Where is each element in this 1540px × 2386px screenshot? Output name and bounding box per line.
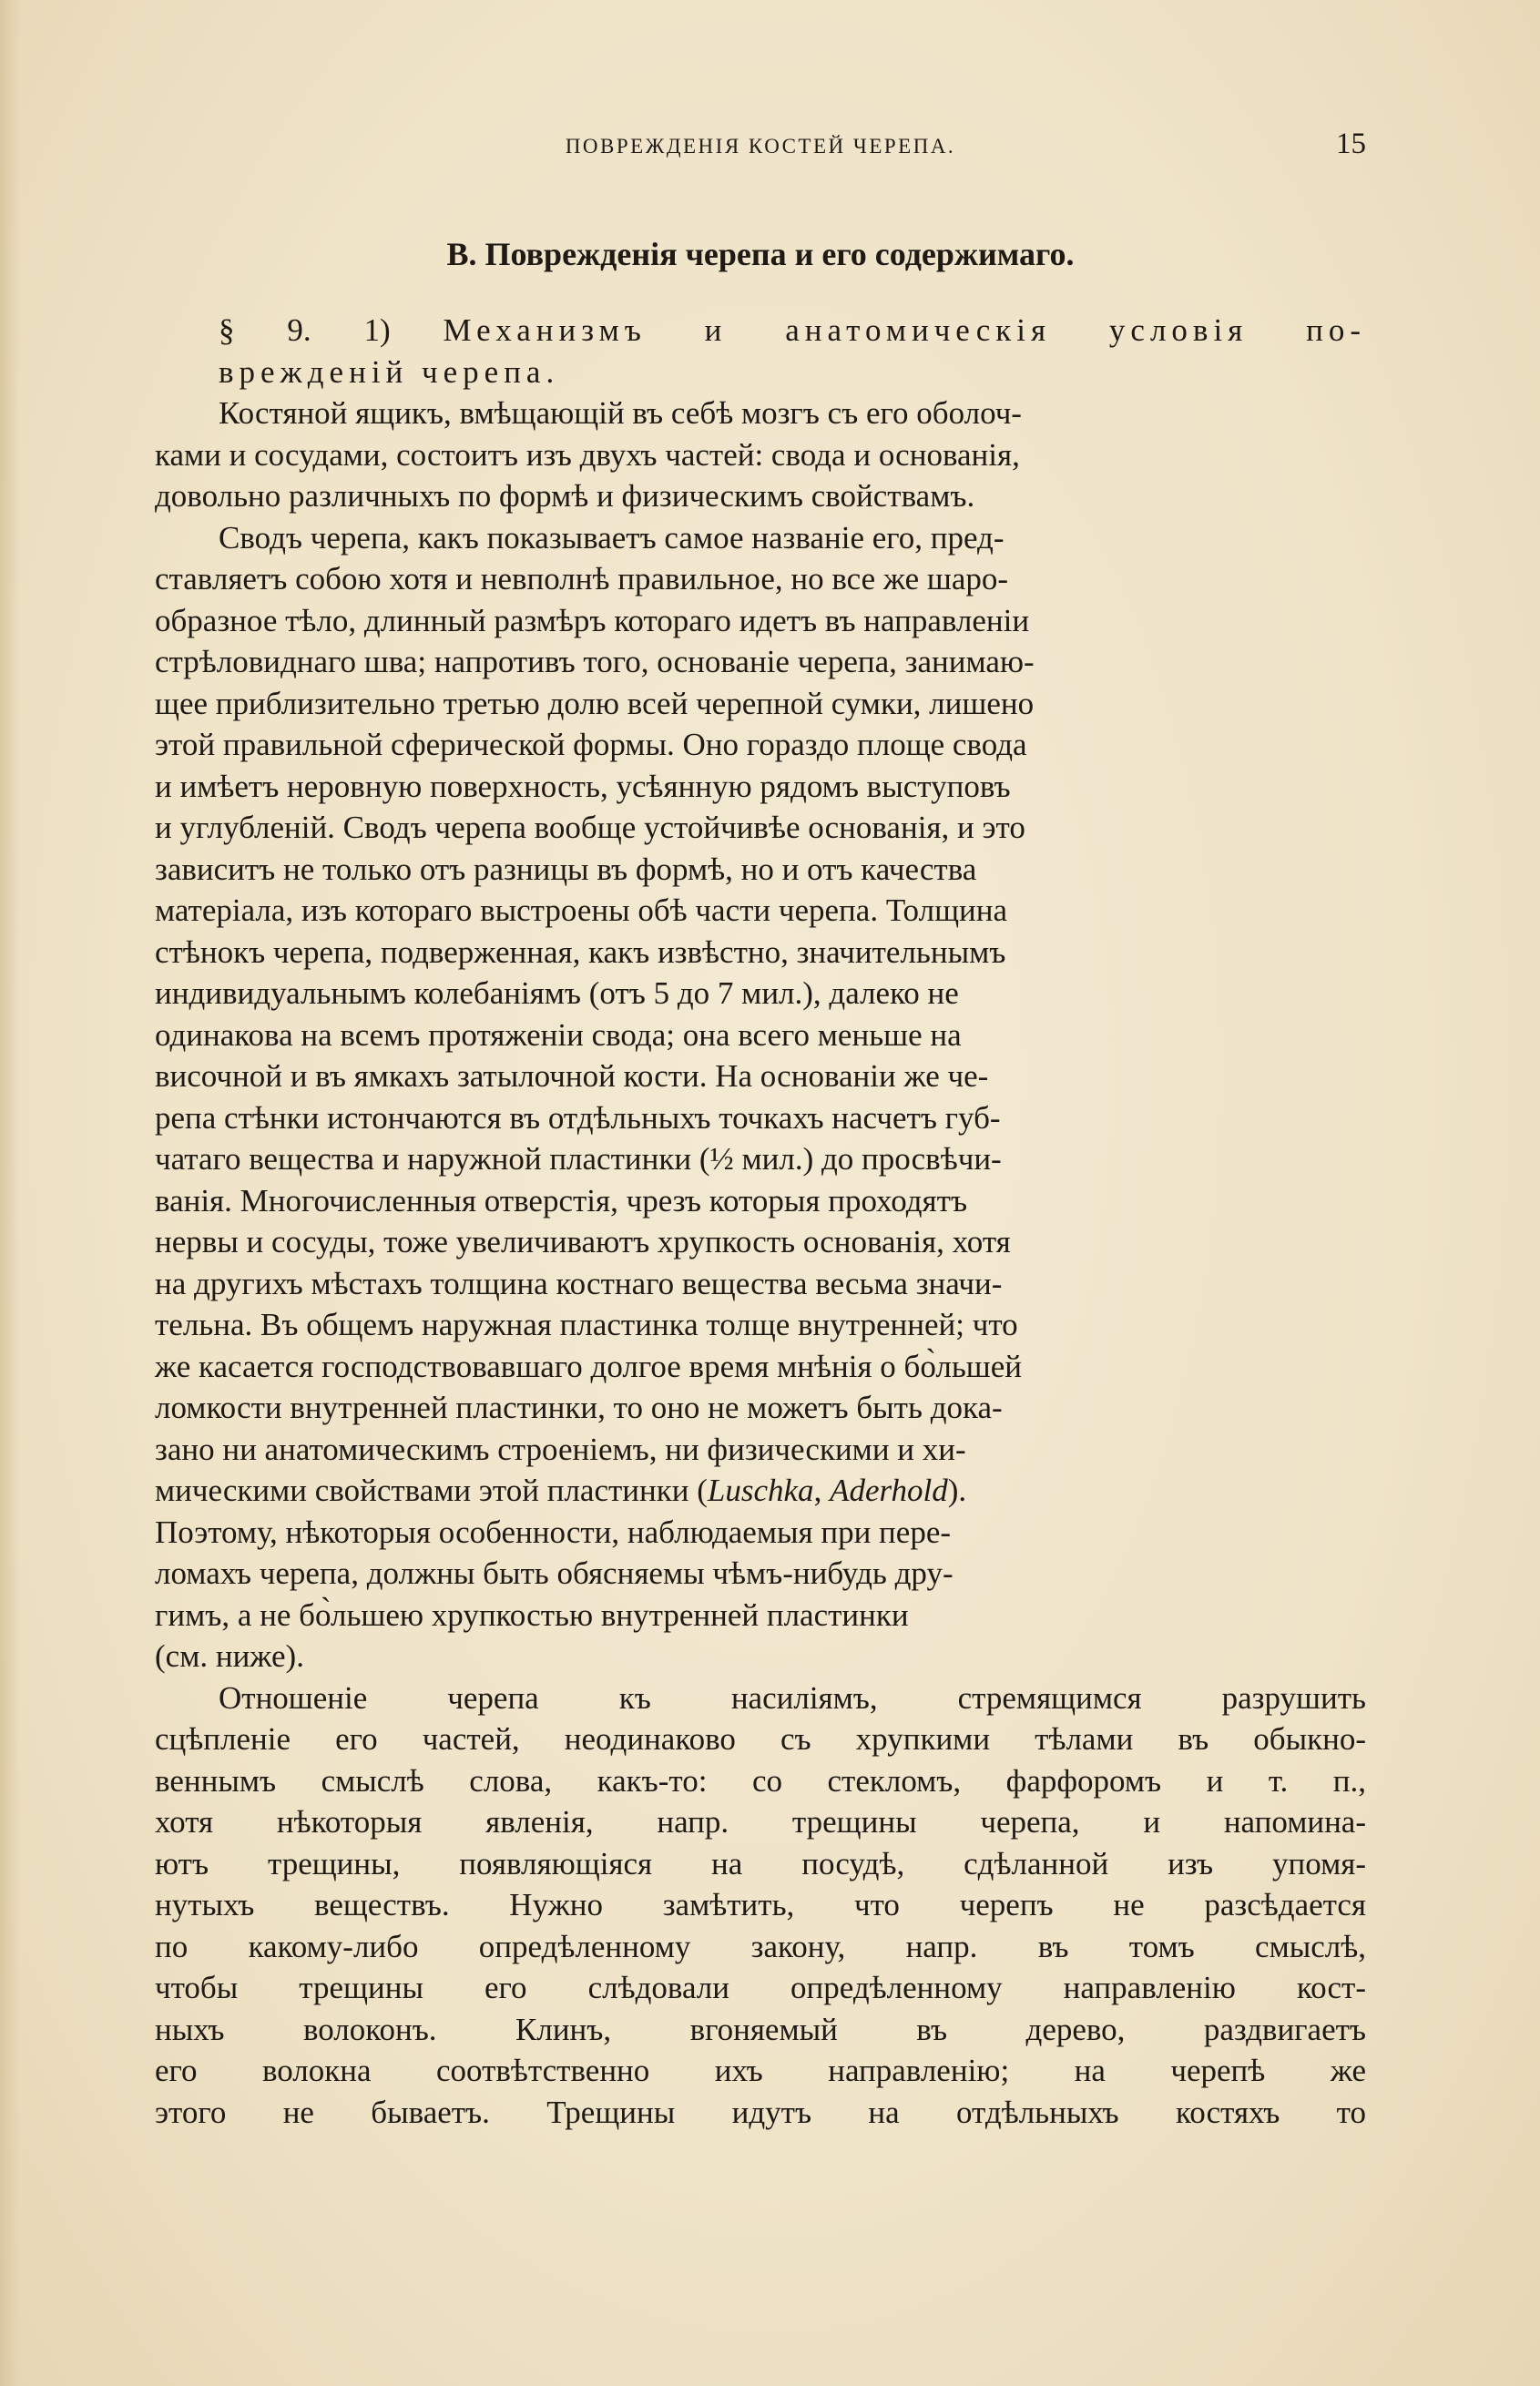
text-line: и имѣетъ неровную поверхность, усѣянную рядомъ выступовъ bbox=[155, 768, 1011, 804]
text-line: нервы и сосуды, тоже увеличиваютъ хрупкость основанія, хотя bbox=[155, 1224, 1011, 1259]
paragraph-text bbox=[155, 393, 1366, 517]
paragraph-1 bbox=[155, 393, 1366, 517]
text-line: сцѣпленіе его частей, неодинаково съ хрупкими тѣлами въ обыкно- bbox=[155, 1721, 1366, 1757]
text-line: зано ни анатомическимъ строеніемъ, ни физическими и хи- bbox=[155, 1431, 966, 1467]
text-line: тельна. Въ общемъ наружная пластинка толще внутренней; что bbox=[155, 1307, 1018, 1342]
text-line: веннымъ смыслѣ слова, какъ-то: со стекломъ, фарфоромъ и т. п., bbox=[155, 1762, 1366, 1799]
text-line: на другихъ мѣстахъ толщина костнаго вещества весьма значи- bbox=[155, 1265, 1003, 1301]
subsection-heading bbox=[155, 310, 1366, 393]
text-line: ванія. Многочисленныя отверстія, чрезъ которыя проходятъ bbox=[155, 1182, 968, 1218]
running-head bbox=[155, 127, 1366, 178]
paragraph-text bbox=[155, 517, 1366, 1677]
text-line: этого не бываетъ. Трещины идутъ на отдѣльныхъ костяхъ то bbox=[155, 2094, 1366, 2130]
text-line: довольно различныхъ по формѣ и физическимъ свойствамъ. bbox=[155, 478, 975, 514]
text-line: ками и сосудами, состоитъ изъ двухъ частей: свода и основанія, bbox=[155, 436, 1020, 473]
text-line: ныхъ волоконъ. Клинъ, вгоняемый въ дерево, раздвигаетъ bbox=[155, 2011, 1366, 2047]
running-head-title: ПОВРЕЖДЕНІЯ КОСТЕЙ ЧЕРЕПА. bbox=[565, 135, 956, 158]
text-line: Поэтому, нѣкоторыя особенности, наблюдаемыя при пере- bbox=[155, 1514, 952, 1550]
text-line: по какому-либо опредѣленному закону, напр. въ томъ смыслѣ, bbox=[155, 1928, 1366, 1964]
subsection-number: § 9. 1) bbox=[219, 312, 391, 348]
text-line: Отношеніе черепа къ насиліямъ, стремящимся разрушить bbox=[219, 1679, 1366, 1716]
page-text-block bbox=[155, 127, 1366, 2133]
author-name-aderhold: Aderhold bbox=[830, 1473, 948, 1508]
text-line: чатаго вещества и наружной пластинки (½ мил.) до просвѣчи- bbox=[155, 1141, 1002, 1177]
text-line: гимъ, а не бо̀льшею хрупкостью внутренней пластинки bbox=[155, 1596, 909, 1633]
text-line: же касается господствовавшаго долгое время мнѣнія о бо̀льшей bbox=[155, 1348, 1023, 1384]
text-line: щее приблизительно третью долю всей черепной сумки, лишено bbox=[155, 685, 1035, 721]
text-line: и углубленій. Сводъ черепа вообще устойчивѣе основанія, и это bbox=[155, 810, 1025, 845]
text-line: ставляетъ собою хотя и невполнѣ правильное, но все же шаро- bbox=[155, 561, 1009, 596]
text-line: репа стѣнки истончаются въ отдѣльныхъ точкахъ насчетъ губ- bbox=[155, 1099, 1001, 1136]
text-line: ломахъ черепа, должны быть обясняемы чѣмъ-нибудь дру- bbox=[155, 1555, 954, 1591]
text-line: стѣнокъ черепа, подверженная, какъ извѣстно, значительнымъ bbox=[155, 933, 1006, 970]
text-line: Сводъ черепа, какъ показываетъ самое названіе его, пред- bbox=[219, 519, 1005, 556]
paragraph-text bbox=[155, 1677, 1366, 2134]
text-line: (см. ниже). bbox=[155, 1638, 304, 1674]
text-line: мическими свойствами этой пластинки (Luschka, Aderhold). bbox=[155, 1473, 967, 1508]
section-heading: В. Поврежденія черепа и его содержимаго. bbox=[446, 236, 1075, 272]
paragraph-3 bbox=[155, 1677, 1366, 2134]
text-line: индивидуальнымъ колебаніямъ (отъ 5 до 7 мил.), далеко не bbox=[155, 975, 959, 1011]
subsection-title-part-1: Механизмъ и анатомическія условія по- bbox=[443, 312, 1367, 348]
paragraph-2 bbox=[155, 517, 1366, 1677]
text-line: хотя нѣкоторыя явленія, напр. трещины черепа, и напомина- bbox=[155, 1804, 1366, 1840]
page-edge-shadow bbox=[0, 0, 20, 2386]
text-line: матеріала, изъ котораго выстроены обѣ части черепа. Толщина bbox=[155, 892, 1008, 928]
text-line: чтобы трещины его слѣдовали опредѣленному направленію кост- bbox=[155, 1970, 1366, 2005]
text-line: ломкости внутренней пластинки, то оно не можетъ быть дока- bbox=[155, 1390, 1003, 1425]
text-line: височной и въ ямкахъ затылочной кости. На основаніи же че- bbox=[155, 1058, 989, 1094]
text-line: зависитъ не только отъ разницы въ формѣ, но и отъ качества bbox=[155, 851, 977, 887]
text-line: одинакова на всемъ протяженіи свода; она всего меньше на bbox=[155, 1016, 962, 1053]
text-line: стрѣловиднаго шва; напротивъ того, основаніе черепа, занимаю- bbox=[155, 644, 1035, 679]
text-line: этой правильной сферической формы. Оно гораздо площе свода bbox=[155, 727, 1027, 762]
text-line: ютъ трещины, появляющіяся на посудѣ, сдѣланной изъ упомя- bbox=[155, 1845, 1366, 1881]
text-line: Костяной ящикъ, вмѣщающій въ себѣ мозгъ съ его оболоч- bbox=[219, 395, 1022, 431]
page-number: 15 bbox=[1336, 127, 1366, 160]
author-name-luschka: Luschka bbox=[707, 1473, 814, 1508]
subsection-line-2: врежденій черепа. bbox=[219, 353, 560, 390]
subsection-line-1 bbox=[155, 310, 1366, 352]
text-line: нутыхъ веществъ. Нужно замѣтить, что черепъ не разсѣдается bbox=[155, 1887, 1366, 1922]
text-line: его волокна соотвѣтственно ихъ направленію; на черепѣ же bbox=[155, 2053, 1366, 2088]
text-line: образное тѣло, длинный размѣръ котораго идетъ въ направленіи bbox=[155, 602, 1030, 638]
